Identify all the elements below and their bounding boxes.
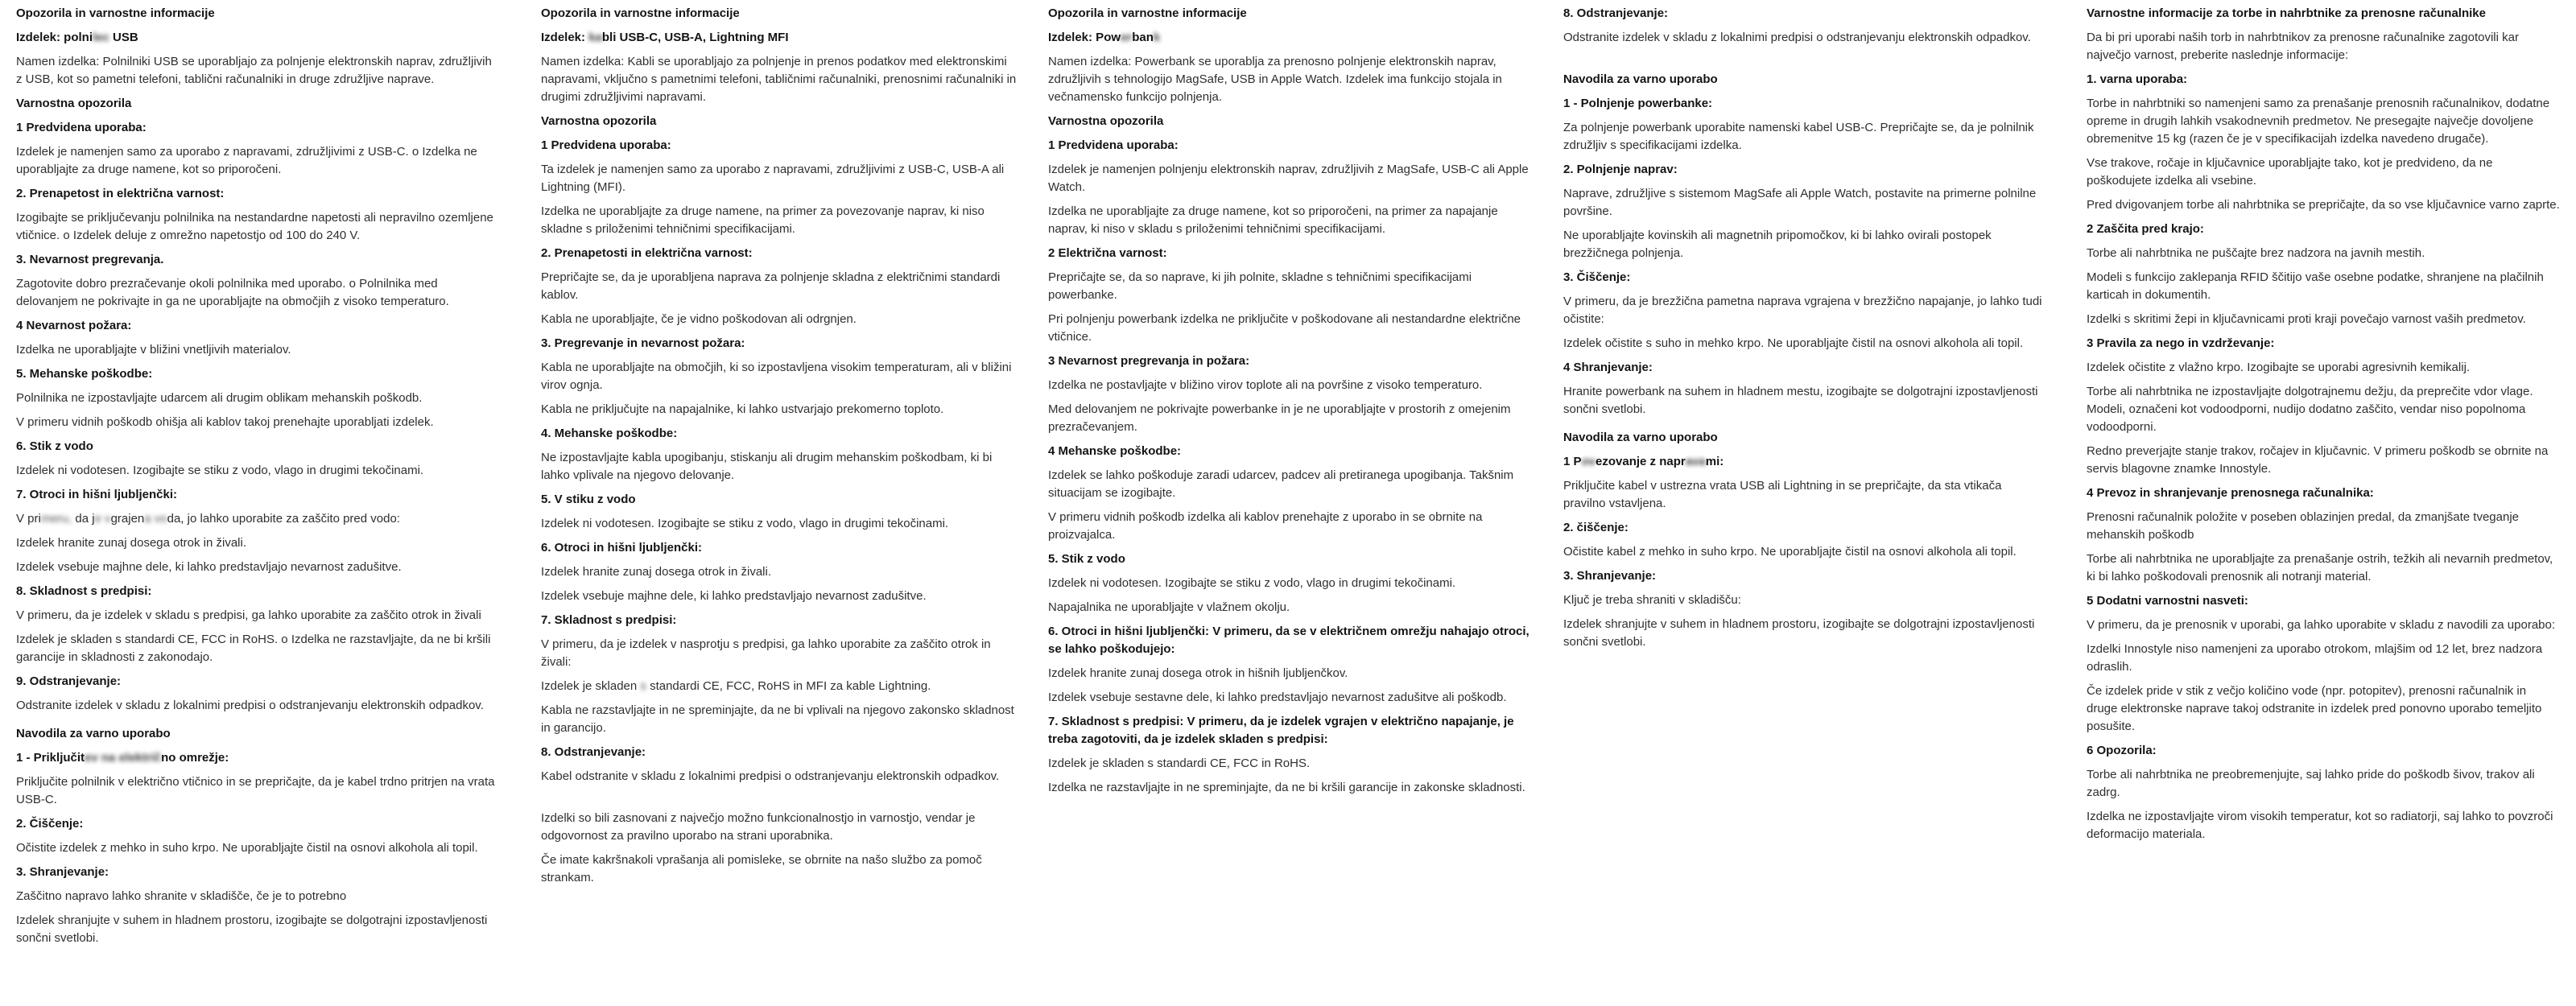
paragraph [541, 678, 1024, 695]
text-segment: V pri [16, 512, 41, 526]
section-heading: 1. varna uporaba: [2087, 72, 2188, 86]
text-segment: Izdelek: polni [16, 31, 93, 44]
paragraph: Izdelki s skritimi žepi in ključavnicami proti kraji povečajo varnost vaših predmetov. [2087, 312, 2526, 326]
text-segment: ban [1132, 31, 1154, 44]
paragraph: Izdelek vsebuje sestavne dele, ki lahko predstavljajo nevarnost zadušitve ali poškodb. [1048, 691, 1507, 704]
paragraph: Napajalnika ne uporabljajte v vlažnem okolju. [1048, 600, 1290, 614]
paragraph: Priključite polnilnik v električno vtičnico in se prepričajte, da je kabel trdno pritrjen na vrata USB-C. [16, 775, 495, 806]
paragraph: Vse trakove, ročaje in ključavnice uporabljajte tako, kot je predvideno, da ne poškodujete izdelka ali vsebine. [2087, 156, 2493, 188]
section-heading: 2 Zaščita pred krajo: [2087, 222, 2204, 236]
paragraph: Zaščitno napravo lahko shranite v skladišče, če je to potrebno [16, 889, 347, 903]
paragraph: Izdelki Innostyle niso namenjeni za uporabo otrokom, mlajšim od 12 let, brez nadzora odraslih. [2087, 642, 2543, 674]
paragraph: V primeru, da je brezžična pametna naprava vgrajena v brezžično napajanje, jo lahko tudi očistite: [1563, 295, 2042, 326]
paragraph: Prepričajte se, da je uporabljena naprava za polnjenje skladna z električnimi standardi kablov. [541, 270, 1001, 302]
paragraph: Izdelek je skladen s standardi CE, FCC in RoHS. o Izdelka ne razstavljajte, da ne bi kršili garancije in skladnosti z zakonodajo. [16, 633, 491, 664]
paragraph: Priključite kabel v ustrezna vrata USB ali Lightning in se prepričajte, da sta vtikača pravilno vstavljena. [1563, 479, 2002, 510]
paragraph: Izdelek je namenjen polnjenju elektronskih naprav, združljivih z MagSafe, USB-C ali Apple Watch. [1048, 163, 1529, 194]
paragraph: Izdelka ne razstavljajte in ne spreminjajte, da ne bi kršili garancije in zakonske skladnosti. [1048, 781, 1525, 794]
paragraph: Torbe ali nahrbtnika ne preobremenjujte, saj lahko pride do poškodb šivov, trakov ali zadrg. [2087, 768, 2535, 799]
paragraph: Izdelka ne uporabljajte za druge namene, kot so priporočeni, na primer za napajanje naprav, ki niso v skladu s priloženimi tehničnimi specifikacijami. [1048, 204, 1498, 236]
paragraph: Izdelek vsebuje majhne dele, ki lahko predstavljajo nevarnost zadušitve. [541, 589, 927, 603]
section-heading: 8. Odstranjevanje: [541, 745, 646, 759]
text-segment: 1 - Priključit [16, 751, 85, 765]
paragraph: Redno preverjajte stanje trakov, ročajev in ključavnic. V primeru poškodb se obrnite na servis blagovne znamke Innostyle. [2087, 444, 2549, 476]
section-heading: Varnostna opozorila [1048, 114, 1164, 128]
section-heading: 5. Mehanske poškodbe: [16, 367, 153, 381]
section-heading: 7. Otroci in hišni ljubljenčki: [16, 488, 178, 501]
text-segment: da, jo lahko uporabite za zaščito pred vodo: [167, 512, 400, 526]
paragraph: Pred dvigovanjem torbe ali nahrbtnika se prepričajte, da so vse ključavnice varno zaprte. [2087, 198, 2560, 212]
paragraph: Ključ je treba shraniti v skladišču: [1563, 593, 1741, 607]
column-laptop-bags [2087, 5, 2560, 850]
paragraph: Izdelek hranite zunaj dosega otrok in živali. [16, 536, 246, 550]
text-segment: Izdelek: Pow [1048, 31, 1121, 44]
paragraph: Izogibajte se priključevanju polnilnika na nestandardne napetosti ali nepravilno ozemljene vtičnice. o Izdelek deluje z omrežno napetostjo od 100 do 240 V. [16, 211, 493, 242]
paragraph: V primeru vidnih poškodb izdelka ali kablov prenehajte z uporabo in se obrnite na proizvajalca. [1048, 510, 1483, 542]
text-segment: Izdelek je skladen [541, 679, 641, 693]
section-heading: 1 Predvidena uporaba: [541, 138, 671, 152]
paragraph: Ta izdelek je namenjen samo za uporabo z napravami, združljivimi z USB-C, USB-A ali Lightning (MFI). [541, 163, 1005, 194]
blurred-text: ov [1581, 455, 1596, 468]
paragraph: Namen izdelka: Powerbank se uporablja za prenosno polnjenje elektronskih naprav, združljivih s tehnologijo MagSafe, USB in Apple Watch. Izdelek ima funkcijo stojala in večnamensko funkcijo polnjenja. [1048, 55, 1502, 104]
paragraph: Izdelek se lahko poškoduje zaradi udarcev, padcev ali pretiranega upogibanja. Takšnim situacijam se izogibajte. [1048, 468, 1514, 500]
blurred-text: a vo [144, 512, 167, 526]
paragraph: Da bi pri uporabi naših torb in nahrbtnikov za prenosne računalnike zagotovili kar največjo varnost, preberite naslednje informacije: [2087, 31, 2519, 62]
section-heading: 9. Odstranjevanje: [16, 674, 122, 688]
blurred-text: ev na električ [85, 751, 162, 765]
section-heading: 2. čiščenje: [1563, 521, 1629, 534]
section-heading: 4 Nevarnost požara: [16, 319, 132, 332]
section-heading: 5 Dodatni varnostni nasveti: [2087, 594, 2248, 608]
blurred-text: e v [94, 512, 111, 526]
blurred-text: k [1153, 31, 1161, 44]
section-heading: 3. Pregrevanje in nevarnost požara: [541, 336, 745, 350]
text-segment: mi: [1705, 455, 1724, 468]
section-heading: 3. Nevarnost pregrevanja. [16, 253, 164, 266]
paragraph: Polnilnika ne izpostavljajte udarcem ali drugim oblikam mehanskih poškodb. [16, 391, 423, 405]
column-usb-charger [16, 5, 499, 954]
section-heading [1048, 29, 1531, 47]
paragraph: Odstranite izdelek v skladu z lokalnimi predpisi o odstranjevanju elektronskih odpadkov. [1563, 31, 2031, 44]
paragraph: Očistite kabel z mehko in suho krpo. Ne uporabljajte čistil na osnovi alkohola ali topil. [1563, 545, 2017, 559]
paragraph: V primeru vidnih poškodb ohišja ali kablov takoj prenehajte uporabljati izdelek. [16, 415, 434, 429]
section-heading: 2. Polnjenje naprav: [1563, 163, 1678, 176]
section-heading: 4 Prevoz in shranjevanje prenosnega računalnika: [2087, 486, 2374, 500]
section-heading: 6. Otroci in hišni ljubljenčki: V primeru, da se v električnem omrežju nahajajo otroci, se lahko poškodujejo: [1048, 625, 1530, 656]
paragraph: Torbe in nahrbtniki so namenjeni samo za prenašanje prenosnih računalnikov, dodatne opreme in drugih lahkih vsakodnevnih predmetov. Ne presegajte največje dovoljene obremenitve 15 kg (razen če je v specifikacijah izdelka navedeno drugače). [2087, 97, 2550, 146]
paragraph: Ne uporabljajte kovinskih ali magnetnih pripomočkov, ki bi lahko ovirali postopek brezžičnega polnjenja. [1563, 229, 1992, 260]
paragraph: Očistite izdelek z mehko in suho krpo. Ne uporabljajte čistil na osnovi alkohola ali topil. [16, 841, 478, 855]
text-segment: standardi CE, FCC, RoHS in MFI za kable Lightning. [646, 679, 931, 693]
blurred-text: meru, [40, 512, 72, 526]
section-heading: Navodila za varno uporabo [16, 727, 171, 740]
section-heading: 7. Skladnost s predpisi: [541, 613, 677, 627]
section-heading: 1 Predvidena uporaba: [16, 121, 147, 134]
paragraph: Izdelek shranjujte v suhem in hladnem prostoru, izogibajte se dolgotrajni izpostavljenosti sončni svetlobi. [16, 913, 488, 945]
paragraph: Namen izdelka: Kabli se uporabljajo za polnjenje in prenos podatkov med elektronskimi napravami, vključno s pametnimi telefoni, tabličnimi računalniki, prenosnimi računalniki in drugimi združljivimi napravami. [541, 55, 1017, 104]
paragraph: V primeru, da je izdelek v nasprotju s predpisi, ga lahko uporabite za zaščito otrok in živali: [541, 637, 991, 669]
paragraph: Hranite powerbank na suhem in hladnem mestu, izogibajte se dolgotrajni izpostavljenosti sončni svetlobi. [1563, 385, 2038, 416]
section-heading: 2 Električna varnost: [1048, 246, 1167, 260]
section-heading: Navodila za varno uporabo [1563, 72, 1718, 86]
paragraph: Izdelek hranite zunaj dosega otrok in živali. [541, 565, 771, 579]
text-segment: USB [109, 31, 138, 44]
paragraph: Izdelek očistite z vlažno krpo. Izogibajte se uporabi agresivnih kemikalij. [2087, 361, 2471, 374]
paragraph: Odstranite izdelek v skladu z lokalnimi predpisi o odstranjevanju elektronskih odpadkov. [16, 699, 484, 712]
section-heading: 2. Prenapetosti in električna varnost: [541, 246, 753, 260]
paragraph: Torbe ali nahrbtnika ne izpostavljajte dolgotrajnemu dežju, da preprečite vdor vlage. Modeli, označeni kot vodoodporni, nudijo dodatno zaščito, vendar niso popolnoma vodoodporni. [2087, 385, 2533, 434]
paragraph: Izdelek očistite s suho in mehko krpo. Ne uporabljajte čistil na osnovi alkohola ali topil. [1563, 336, 2024, 350]
paragraph: Pri polnjenju powerbank izdelka ne priključite v poškodovane ali nestandardne električne vtičnice. [1048, 312, 1521, 344]
section-heading: 6. Otroci in hišni ljubljenčki: [541, 541, 703, 555]
section-heading: Varnostna opozorila [541, 114, 657, 128]
paragraph: Kabel odstranite v skladu z lokalnimi predpisi o odstranjevanju elektronskih odpadkov. [541, 769, 1000, 783]
section-heading: Varnostne informacije za torbe in nahrbtnike za prenosne računalnike [2087, 6, 2486, 20]
paragraph [16, 510, 499, 528]
section-heading [541, 29, 1024, 47]
paragraph: Torbe ali nahrbtnika ne puščajte brez nadzora na javnih mestih. [2087, 246, 2425, 260]
paragraph: Kabla ne uporabljajte, če je vidno poškodovan ali odrgnjen. [541, 312, 857, 326]
section-heading: Opozorila in varnostne informacije [541, 6, 740, 20]
section-heading: 7. Skladnost s predpisi: V primeru, da je izdelek vgrajen v električno napajanje, je treba zagotoviti, da je izdelek skladen s predpisi: [1048, 715, 1514, 746]
paragraph: Za polnjenje powerbank uporabite namenski kabel USB-C. Prepričajte se, da je polnilnik združljiv s specifikacijami izdelka. [1563, 121, 2034, 152]
paragraph: Če izdelek pride v stik z večjo količino vode (npr. potopitev), prenosni računalnik in druge elektronske naprave takoj odstranite in izdelek pred ponovno uporabo temeljito posušite. [2087, 684, 2542, 733]
paragraph: Izdelek je skladen s standardi CE, FCC in RoHS. [1048, 757, 1311, 770]
paragraph: V primeru, da je prenosnik v uporabi, ga lahko uporabite v skladu z navodili za uporabo: [2087, 618, 2556, 632]
section-heading: 5. V stiku z vodo [541, 493, 636, 506]
section-heading: Varnostna opozorila [16, 97, 132, 110]
section-heading [16, 749, 499, 767]
paragraph: Izdelka ne izpostavljajte virom visokih temperatur, kot so radiatorji, saj lahko to povzroči deformacijo materiala. [2087, 810, 2553, 841]
paragraph: Namen izdelka: Polnilniki USB se uporabljajo za polnjenje elektronskih naprav, združljivih z USB, kot so pametni telefoni, tablični računalniki in druge združljive naprave. [16, 55, 492, 86]
section-heading: 3. Čiščenje: [1563, 270, 1631, 284]
section-heading: 5. Stik z vodo [1048, 552, 1125, 566]
section-heading [1563, 453, 2046, 471]
paragraph: Prenosni računalnik položite v poseben oblazinjen predal, da zmanjšate tveganje mehanskih poškodb [2087, 510, 2520, 542]
section-heading: 2. Čiščenje: [16, 817, 84, 831]
section-heading: 3 Nevarnost pregrevanja in požara: [1048, 354, 1250, 368]
paragraph: Če imate kakršnakoli vprašanja ali pomisleke, se obrnite na našo službo za pomoč strankam. [541, 853, 982, 884]
paragraph: Izdelka ne postavljajte v bližino virov toplote ali na površine z visoko temperaturo. [1048, 378, 1483, 392]
section-heading: 3. Shranjevanje: [16, 865, 109, 879]
section-heading: 3 Pravila za nego in vzdrževanje: [2087, 336, 2275, 350]
blurred-text: ava [1685, 455, 1706, 468]
paragraph: Izdelek je namenjen samo za uporabo z napravami, združljivimi z USB-C. o Izdelka ne uporabljajte za druge namene, kot so priporočeni. [16, 145, 477, 176]
text-segment: grajen [110, 512, 145, 526]
paragraph: Kabla ne razstavljajte in ne spreminjajte, da ne bi vplivali na njegovo zakonsko skladnost in garancijo. [541, 703, 1014, 735]
paragraph: Med delovanjem ne pokrivajte powerbanke in je ne uporabljajte v prostorih z omejenim prezračevanjem. [1048, 402, 1511, 434]
section-heading: 6 Opozorila: [2087, 744, 2157, 757]
paragraph: Izdelek ni vodotesen. Izogibajte se stiku z vodo, vlago in drugimi tekočinami. [1048, 576, 1456, 590]
section-heading: 8. Odstranjevanje: [1563, 6, 1669, 20]
paragraph: Izdelek ni vodotesen. Izogibajte se stiku z vodo, vlago in drugimi tekočinami. [16, 464, 424, 477]
paragraph: Izdelek ni vodotesen. Izogibajte se stiku z vodo, vlago in drugimi tekočinami. [541, 517, 949, 530]
paragraph: Ne izpostavljajte kabla upogibanju, stiskanju ali drugim mehanskim poškodbam, ki bi lahko vplivale na njegovo delovanje. [541, 451, 993, 482]
paragraph: Izdelek hranite zunaj dosega otrok in hišnih ljubljenčkov. [1048, 666, 1348, 680]
blurred-text: er [1121, 31, 1133, 44]
section-heading: 4. Mehanske poškodbe: [541, 427, 678, 440]
paragraph: V primeru, da je izdelek v skladu s predpisi, ga lahko uporabite za zaščito otrok in živali [16, 608, 481, 622]
paragraph: Izdelka ne uporabljajte za druge namene, na primer za povezovanje naprav, ki niso skladne s priloženimi tehničnimi specifikacijami. [541, 204, 985, 236]
paragraph: Izdelek vsebuje majhne dele, ki lahko predstavljajo nevarnost zadušitve. [16, 560, 402, 574]
text-segment: bli USB-C, USB-A, Lightning MFI [601, 31, 789, 44]
paragraph: Izdelek shranjujte v suhem in hladnem prostoru, izogibajte se dolgotrajni izpostavljenosti sončni svetlobi. [1563, 617, 2035, 649]
section-heading: 4 Shranjevanje: [1563, 361, 1653, 374]
paragraph: Torbe ali nahrbtnika ne uporabljajte za prenašanje ostrih, težkih ali nevarnih predmetov, ki bi lahko poškodovali prenosnik ali notranji material. [2087, 552, 2553, 583]
paragraph: Prepričajte se, da so naprave, ki jih polnite, skladne s tehničnimi specifikacijami powerbanke. [1048, 270, 1472, 302]
blurred-text: lec [93, 31, 109, 44]
column-powerbank [1048, 5, 1531, 803]
section-heading: Opozorila in varnostne informacije [16, 6, 215, 20]
paragraph: Izdelka ne uporabljajte v bližini vnetljivih materialov. [16, 343, 291, 357]
text-segment: da j [72, 512, 95, 526]
paragraph: Naprave, združljive s sistemom MagSafe ali Apple Watch, postavite na primerne polnilne površine. [1563, 187, 2037, 218]
paragraph: Kabla ne uporabljajte na območjih, ki so izpostavljena visokim temperaturam, ali v bližini virov ognja. [541, 361, 1012, 392]
text-segment: no omrežje: [161, 751, 229, 765]
column-powerbank-usage [1563, 5, 2046, 658]
section-heading: Opozorila in varnostne informacije [1048, 6, 1247, 20]
paragraph: Izdelki so bili zasnovani z največjo možno funkcionalnostjo in varnostjo, vendar je odgovornost za pravilno uporabo na strani uporabnika. [541, 811, 976, 843]
section-heading: 3. Shranjevanje: [1563, 569, 1657, 583]
section-heading: 1 - Polnjenje powerbanke: [1563, 97, 1713, 110]
paragraph: Modeli s funkcijo zaklepanja RFID ščitijo vaše osebne podatke, shranjene na plačilnih karticah in dokumentih. [2087, 270, 2544, 302]
section-heading: 4 Mehanske poškodbe: [1048, 444, 1182, 458]
section-heading [16, 29, 499, 47]
blurred-text: s [640, 679, 646, 693]
paragraph: Kabla ne priključujte na napajalnike, ki lahko ustvarjajo prekomerno toploto. [541, 402, 944, 416]
text-segment: Izdelek: [541, 31, 589, 44]
section-heading: 8. Skladnost s predpisi: [16, 584, 152, 598]
column-cables [541, 5, 1024, 893]
blurred-text: ka [588, 31, 602, 44]
section-heading: 2. Prenapetost in električna varnost: [16, 187, 225, 200]
text-segment: ezovanje z napr [1596, 455, 1686, 468]
section-heading: 6. Stik z vodo [16, 439, 93, 453]
text-segment: 1 P [1563, 455, 1582, 468]
section-heading: Navodila za varno uporabo [1563, 431, 1718, 444]
paragraph: Zagotovite dobro prezračevanje okoli polnilnika med uporabo. o Polnilnika med delovanjem ne pokrivajte in ga ne uporabljajte na območjih z visoko temperaturo. [16, 277, 449, 308]
section-heading: 1 Predvidena uporaba: [1048, 138, 1179, 152]
